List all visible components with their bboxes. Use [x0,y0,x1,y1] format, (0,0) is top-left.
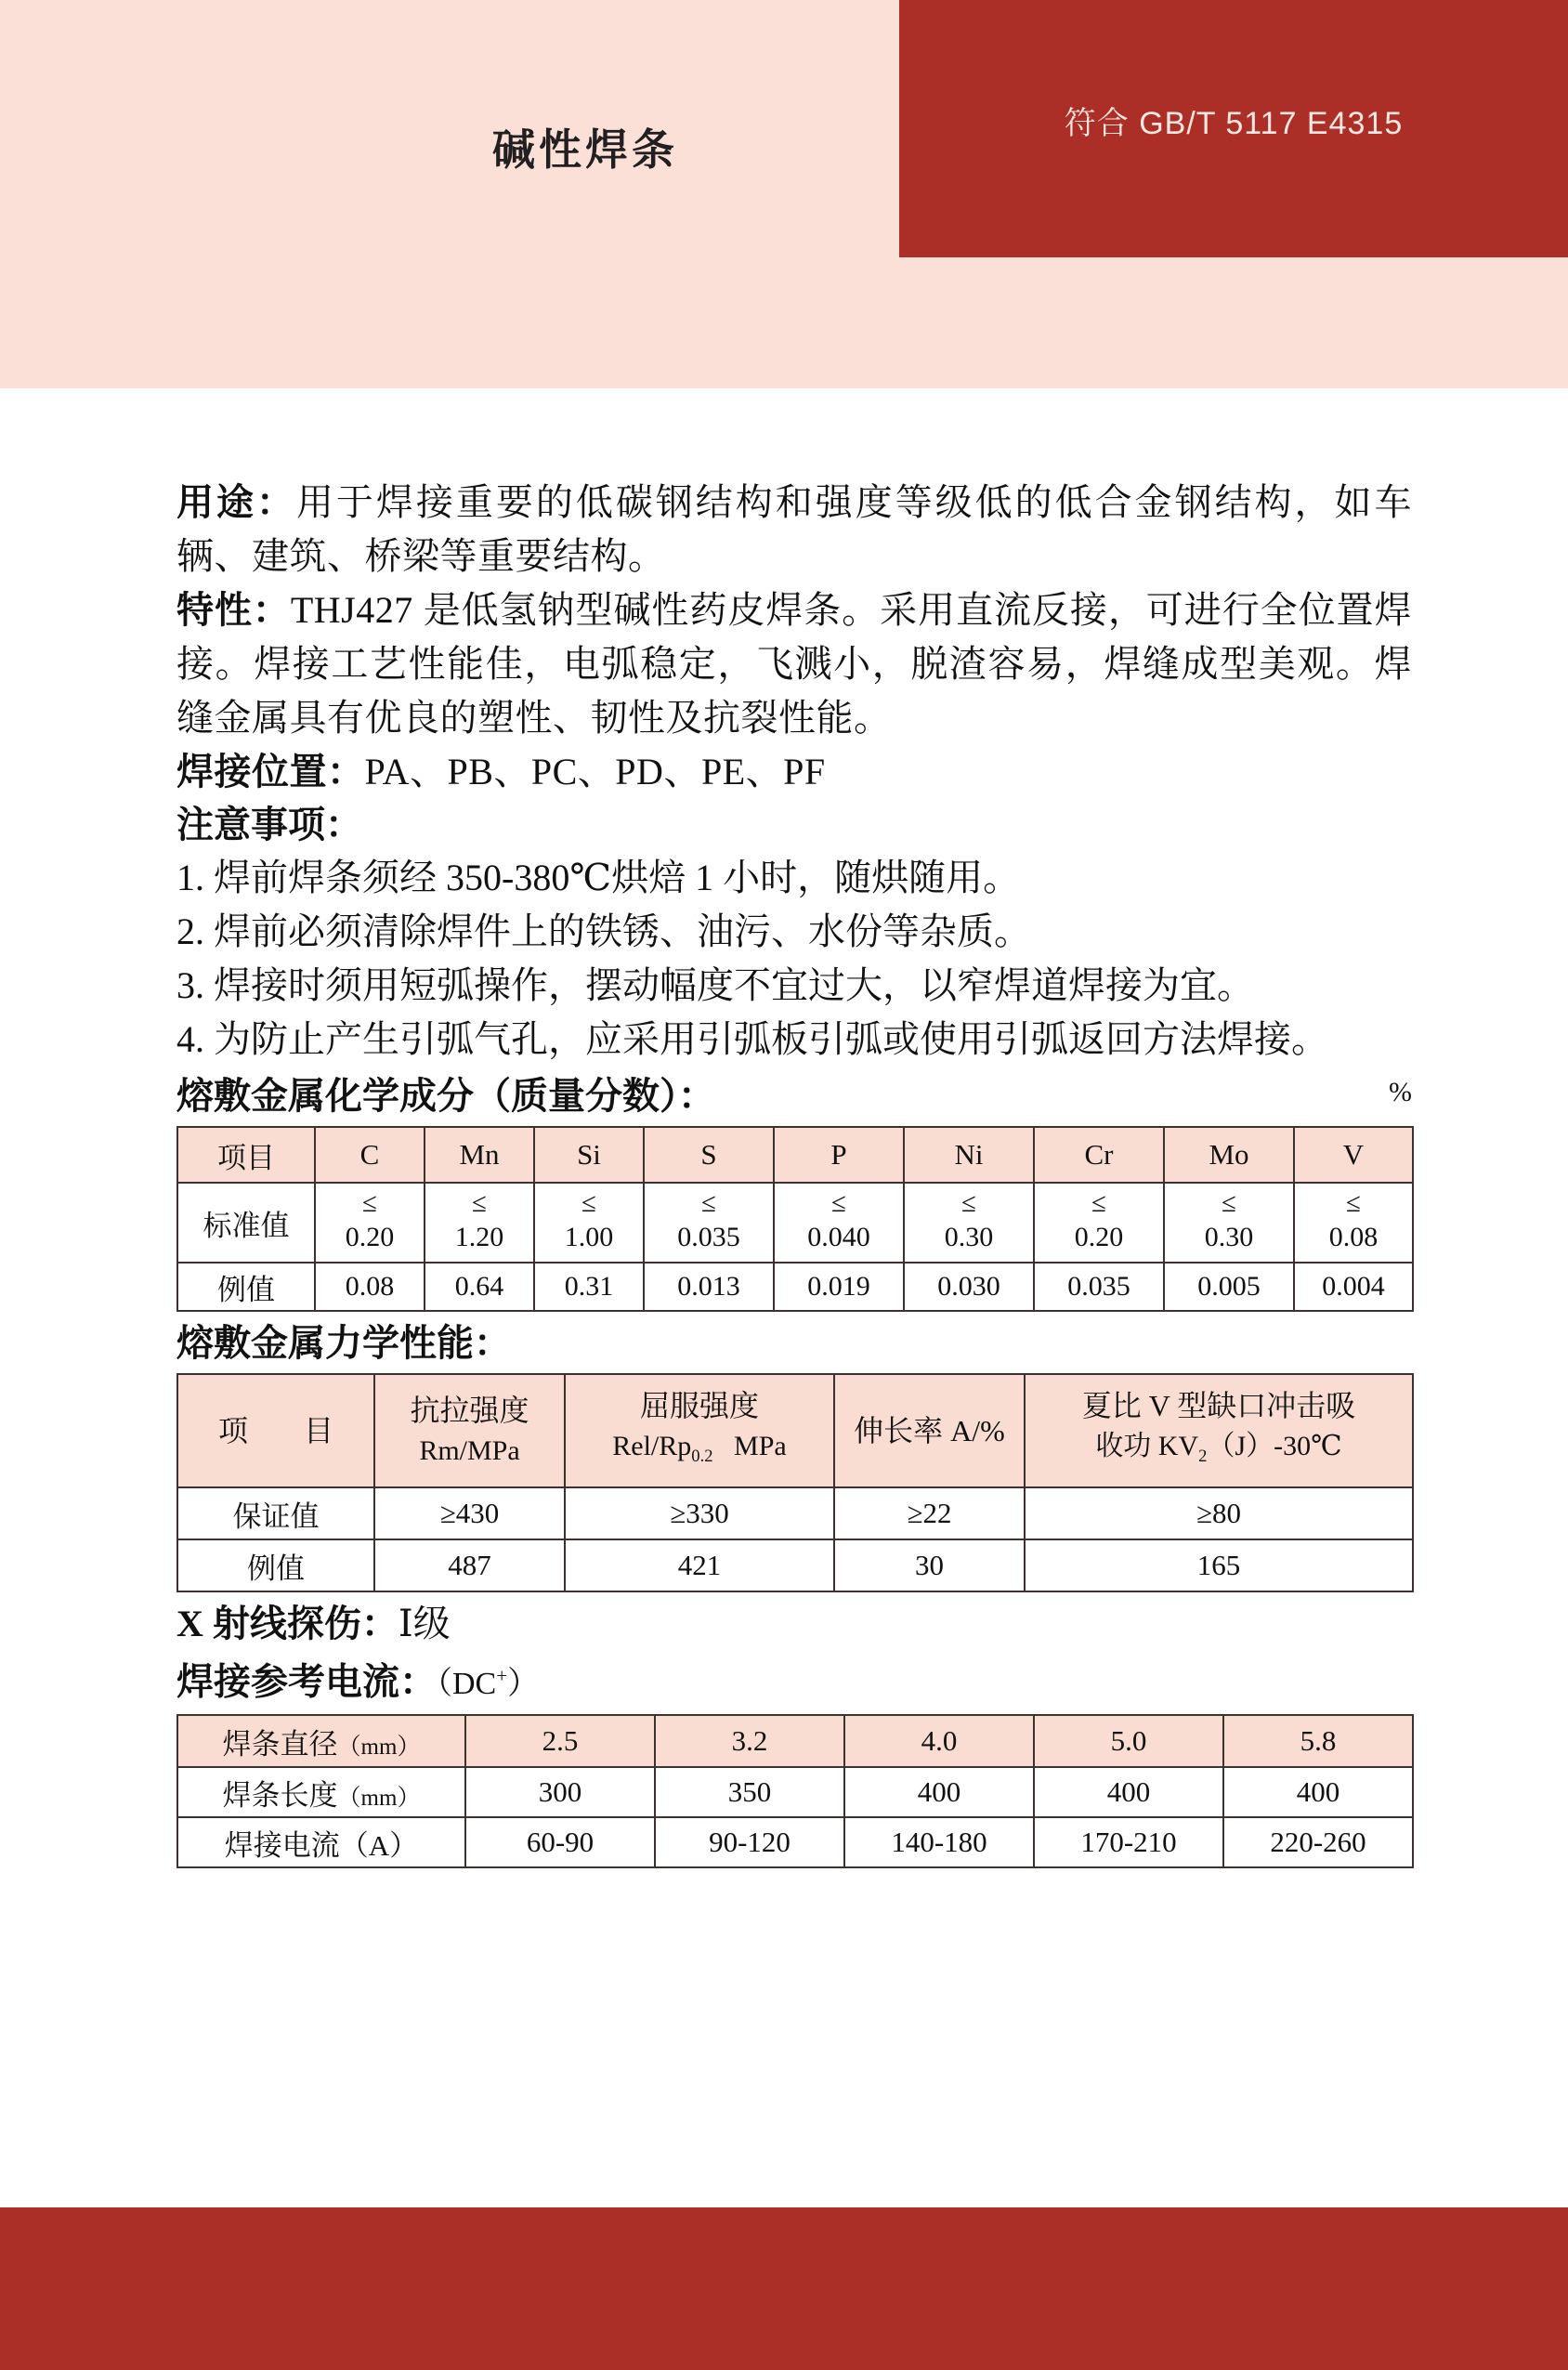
mech-header-cell [834,1374,1025,1487]
current-value: 5.8 [1223,1715,1413,1767]
current-section-heading [176,1650,1412,1710]
chem-value: 0.019 [774,1263,904,1311]
current-value: 2.5 [465,1715,655,1767]
usage-text: 用于焊接重要的低碳钢结构和强度等级低的低合金钢结构，如车辆、建筑、桥梁等重要结构。 [176,481,1413,577]
xray-label: X 射线探伤： [176,1603,399,1644]
mech-value: ≥80 [1025,1487,1413,1539]
mech-section-heading: 熔敷金属力学性能： [176,1322,511,1364]
chem-value: 0.040 [807,1222,870,1252]
chem-header-cell: S [644,1127,774,1183]
current-value: 170-210 [1034,1817,1223,1867]
table-row [177,1817,1413,1867]
current-row-label-unit: （mm） [337,1785,421,1811]
current-value: 400 [1223,1767,1413,1817]
current-row-label-unit: （A） [339,1828,419,1862]
le-symbol: ≤ [581,1188,596,1218]
le-symbol: ≤ [362,1188,377,1218]
chem-header-cell: C [315,1127,425,1183]
mech-row-label: 保证值 [177,1487,374,1539]
chem-row-label: 标准值 [177,1183,315,1263]
chem-cell [1294,1183,1413,1263]
current-title-label: 焊接参考电流： [176,1660,437,1703]
chem-header-cell: Cr [1034,1127,1164,1183]
le-symbol: ≤ [1091,1188,1106,1218]
table-row [177,1539,1413,1591]
chem-cell [644,1183,774,1263]
table-row [177,1183,1413,1263]
note-item: 3. 焊接时须用短弧操作，摆动幅度不宜过大，以窄焊道焊接为宜。 [176,964,1254,1006]
chem-value: 0.20 [345,1222,395,1252]
notes-label: 注意事项： [176,804,362,845]
mech-header-line2: Rel/$Rp_{0.2}$ MPa [612,1430,787,1466]
chem-value: 0.30 [944,1222,994,1252]
chem-value: 0.64 [425,1263,534,1311]
chem-header-cell: 项目 [177,1127,315,1183]
current-row-label-text: 焊条长度 [222,1778,338,1812]
chem-cell [425,1183,534,1263]
current-value: 140-180 [844,1817,1034,1867]
content-body [176,476,1412,1868]
mech-header-line1: 抗拉强度 [410,1394,529,1427]
chem-cell [315,1183,425,1263]
mech-header-cell [565,1374,834,1487]
chem-title: 熔敷金属化学成分（质量分数）： [176,1075,715,1117]
chem-unit: % [1389,1077,1412,1107]
note-item: 4. 为防止产生引弧气孔，应采用引弧板引弧或使用引弧返回方法焊接。 [176,1018,1328,1060]
chem-value: 0.004 [1294,1263,1413,1311]
current-value: 400 [844,1767,1034,1817]
chem-header-cell: V [1294,1127,1413,1183]
mech-value: ≥430 [374,1487,565,1539]
feature-label: 特性： [176,589,291,631]
current-value: 60-90 [465,1817,655,1867]
mech-value: 165 [1025,1539,1413,1591]
chem-value: 0.08 [315,1263,425,1311]
current-value: 3.2 [655,1715,844,1767]
chem-value: 0.31 [534,1263,644,1311]
standard-compliance-text: 符合 GB/T 5117 E4315 [1064,106,1404,141]
mech-value: 421 [565,1539,834,1591]
chem-row-label: 例值 [177,1263,315,1311]
chem-header-cell: Mo [1164,1127,1294,1183]
chem-section-heading [176,1067,1412,1122]
chem-value: 0.035 [1034,1263,1164,1311]
current-row-label-unit: （mm） [337,1734,421,1760]
current-value: 300 [465,1767,655,1817]
mech-row-label: 例值 [177,1539,374,1591]
mech-header-line1: 屈服强度 [639,1388,759,1422]
chem-header-cell: Ni [904,1127,1034,1183]
mech-header-cell [374,1374,565,1487]
xray-line [176,1598,1412,1650]
le-symbol: ≤ [1222,1188,1236,1218]
usage-paragraph [176,476,1412,583]
chem-value: 0.030 [904,1263,1034,1311]
chem-header-cell: P [774,1127,904,1183]
welding-position-paragraph [176,745,1412,799]
chem-header-cell: Mn [425,1127,534,1183]
mech-header-line1: 项 目 [217,1414,346,1447]
current-value: 350 [655,1767,844,1817]
mech-value: 487 [374,1539,565,1591]
current-row-label-text: 焊条直径 [222,1727,338,1761]
current-row-label-text: 焊接电流 [224,1828,340,1862]
chem-cell [534,1183,644,1263]
chemical-composition-table [176,1126,1414,1312]
usage-label: 用途： [176,481,296,523]
chem-value: 0.013 [644,1263,774,1311]
table-row [177,1767,1413,1817]
chem-value: 1.00 [564,1222,614,1252]
note-item: 1. 焊前焊条须经 350-380℃烘焙 1 小时，随烘随用。 [176,857,1021,898]
mech-header-line2: 收功 $KV_2(J)-30℃$ [1095,1430,1342,1466]
xray-value: Ⅰ级 [398,1603,451,1644]
le-symbol: ≤ [701,1188,716,1218]
le-symbol: ≤ [472,1188,487,1218]
current-row-label [177,1817,465,1867]
table-row [177,1263,1413,1311]
mech-header-line1: 夏比 V 型缺口冲击吸 [1081,1388,1356,1422]
note-item: 2. 焊前必须清除焊件上的铁锈、油污、水份等杂质。 [176,910,1031,952]
table-header-row [177,1374,1413,1487]
mech-header-cell [177,1374,374,1487]
mech-value: ≥22 [834,1487,1025,1539]
chem-header-cell: Si [534,1127,644,1183]
current-value: 400 [1034,1767,1223,1817]
chem-cell [1164,1183,1294,1263]
current-value: 90-120 [655,1817,844,1867]
chem-value: 0.08 [1328,1222,1379,1252]
table-header-row [177,1127,1413,1183]
chem-value: 1.20 [454,1222,504,1252]
footer-band [0,2207,1568,2370]
page-title: 碱性焊条 [492,125,678,174]
welding-position-text: PA、PB、PC、PD、PE、PF [364,751,826,792]
welding-position-label: 焊接位置： [176,751,365,792]
le-symbol: ≤ [1346,1188,1361,1218]
current-value: 4.0 [844,1715,1034,1767]
chem-cell [904,1183,1034,1263]
mech-value: 30 [834,1539,1025,1591]
mech-header-line2: Rm/MPa [419,1435,520,1466]
chem-value: 0.005 [1164,1263,1294,1311]
chem-cell [1034,1183,1164,1263]
mechanical-properties-table [176,1373,1414,1592]
chem-value: 0.20 [1074,1222,1124,1252]
feature-text: THJ427 是低氢钠型碱性药皮焊条。采用直流反接，可进行全位置焊接。焊接工艺性能佳，电弧稳定，飞溅小，脱渣容易，焊缝成型美观。焊缝金属具有优良的塑性、韧性及抗裂性能。 [176,589,1412,739]
le-symbol: ≤ [831,1188,846,1218]
current-row-label [177,1715,465,1767]
current-row-label [177,1767,465,1817]
current-title-value: （DC+） [437,1665,540,1702]
table-header-row [177,1715,1413,1767]
table-row [177,1487,1413,1539]
chem-cell [774,1183,904,1263]
current-value: 5.0 [1034,1715,1223,1767]
mech-header-cell [1025,1374,1413,1487]
mech-header-line1: 伸长率 A/% [854,1414,1005,1447]
current-value: 220-260 [1223,1817,1413,1867]
feature-paragraph [176,583,1412,745]
chem-value: 0.30 [1204,1222,1254,1252]
mech-value: ≥330 [565,1487,834,1539]
chem-value: 0.035 [677,1222,740,1252]
le-symbol: ≤ [961,1188,976,1218]
welding-current-table [176,1714,1414,1868]
